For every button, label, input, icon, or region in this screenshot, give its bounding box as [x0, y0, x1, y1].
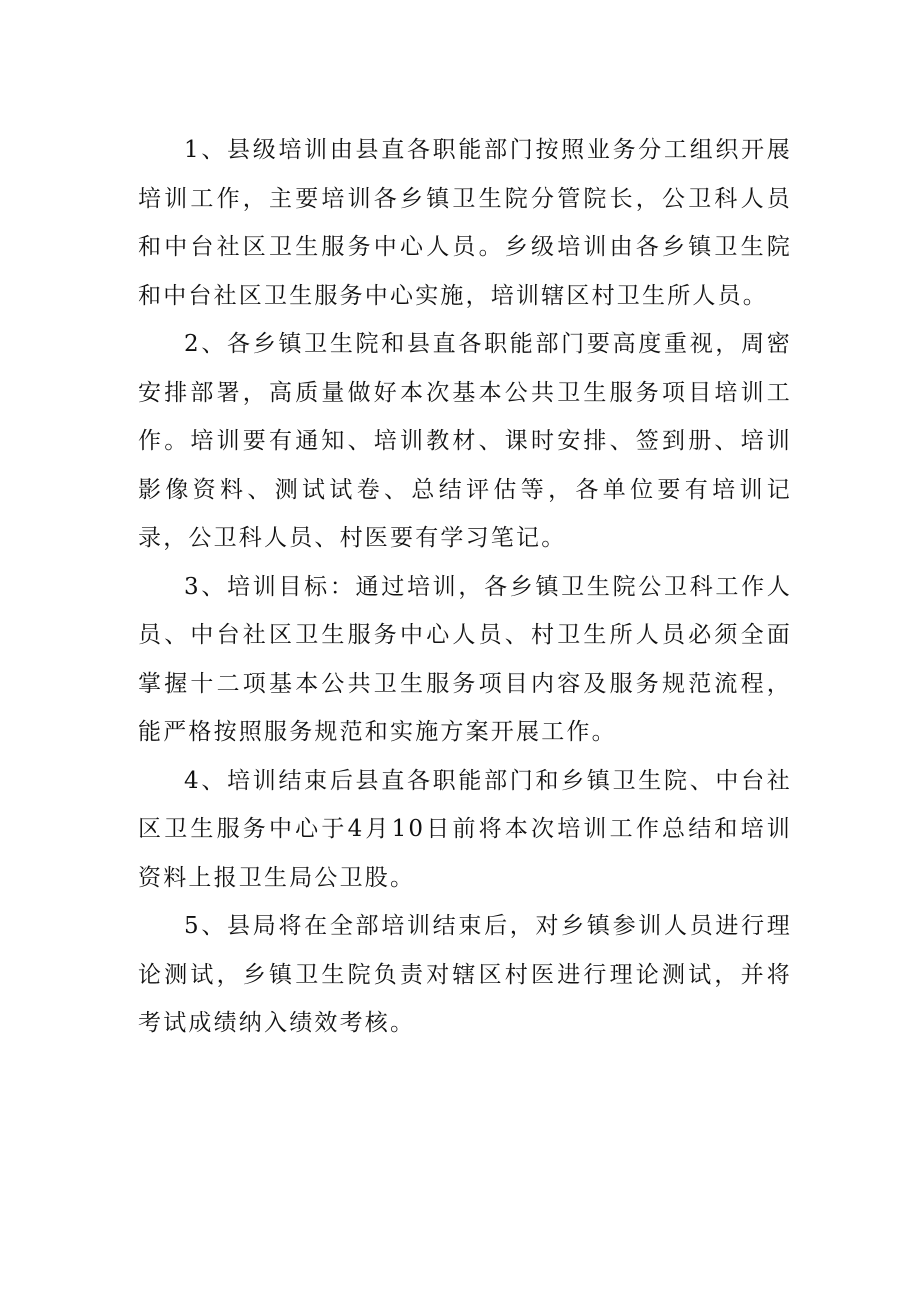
paragraph-2: 2、各乡镇卫生院和县直各职能部门要高度重视，周密安排部署，高质量做好本次基本公共卫生服务项目培训工作。培训要有通知、培训教材、课时安排、签到册、培训影像资料、测试试卷、总结评估等，各单位要有培训记录，公卫科人员、村医要有学习笔记。 — [138, 331, 792, 551]
paragraph-3: 3、培训目标：通过培训，各乡镇卫生院公卫科工作人员、中台社区卫生服务中心人员、村卫生所人员必须全面掌握十二项基本公共卫生服务项目内容及服务规范流程，能严格按照服务规范和实施方案开展工作。 — [138, 573, 792, 745]
document-body — [138, 126, 792, 1048]
paragraph-5: 5、县局将在全部培训结束后，对乡镇参训人员进行理论测试，乡镇卫生院负责对辖区村医进行理论测试，并将考试成绩纳入绩效考核。 — [138, 913, 792, 1036]
paragraph-1: 1、县级培训由县直各职能部门按照业务分工组织开展培训工作，主要培训各乡镇卫生院分管院长，公卫科人员和中台社区卫生服务中心人员。乡级培训由各乡镇卫生院和中台社区卫生服务中心实施，培训辖区村卫生所人员。 — [138, 137, 792, 309]
paragraph-4: 4、培训结束后县直各职能部门和乡镇卫生院、中台社区卫生服务中心于4月10日前将本次培训工作总结和培训资料上报卫生局公卫股。 — [138, 767, 792, 891]
